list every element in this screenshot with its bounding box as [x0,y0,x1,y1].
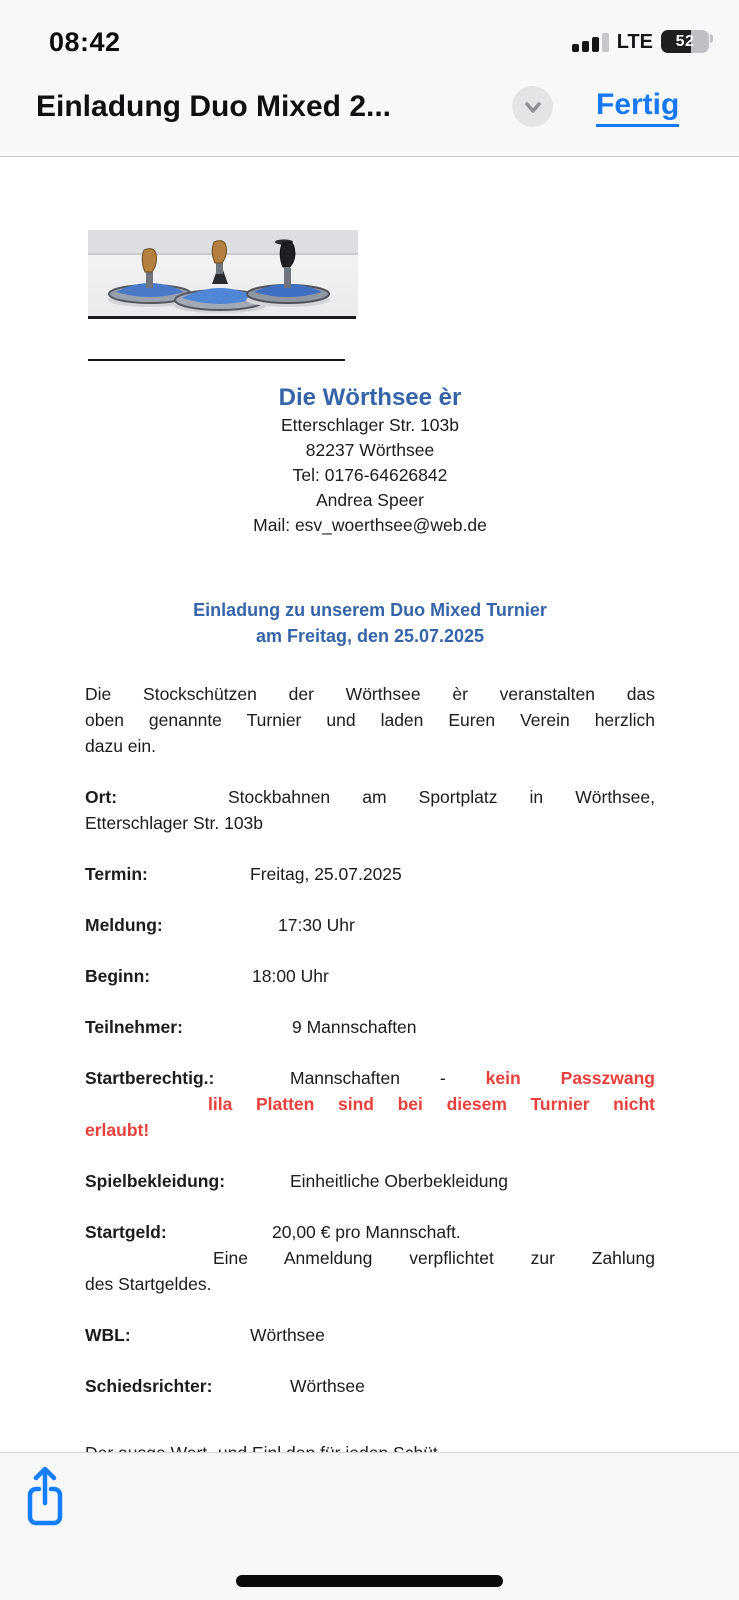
field-value: Mannschaften - kein Passzwang [290,1068,655,1088]
field-value: Einheitliche Oberbekleidung [290,1171,508,1191]
field-label: Teilnehmer: [85,1017,183,1037]
intro-paragraph [85,681,655,759]
doc-row [85,784,655,836]
field-label: Beginn: [85,966,151,986]
intro-line: Die Stockschützen der Wörthsee èr veranstalten das [85,684,655,704]
status-icons [572,30,713,52]
doc-row [85,963,655,989]
field-value: Freitag, 25.07.2025 [250,864,402,884]
status-time: 08:42 [49,27,121,57]
doc-row [85,861,655,887]
field-value: 17:30 Uhr [278,915,355,935]
field-value: Stockbahnen am Sportplatz in Wörthsee, [228,787,655,807]
share-icon [27,1465,63,1527]
ice-stocks-photo [88,230,358,316]
intro-line: oben genannte Turnier und laden Euren Verein herzlich [85,710,655,730]
doc-row [85,1219,655,1297]
doc-row [85,1322,655,1348]
share-button[interactable] [27,1465,63,1530]
club-name: Die Wörthsee èr [278,384,462,411]
address-line: Etterschlager Str. 103b [280,415,460,435]
home-indicator[interactable] [236,1575,503,1587]
field-value-continued: Etterschlager Str. 103b [85,813,264,833]
doc-row [85,1373,655,1399]
address-line: 82237 Wörthsee [305,440,435,460]
field-value: 18:00 Uhr [252,966,329,986]
divider [88,316,356,319]
field-label: Startberechtig.: [85,1068,215,1088]
done-button[interactable]: Fertig [596,88,679,127]
field-value: 20,00 € pro Mannschaft. [272,1222,461,1242]
field-label: Ort: [85,787,118,807]
doc-row [85,1014,655,1040]
field-label: Spielbekleidung: [85,1171,226,1191]
document-preview[interactable] [0,158,739,1452]
tournament-details [85,784,655,1399]
field-label: WBL: [85,1325,131,1345]
field-label: Meldung: [85,915,163,935]
address-line: Andrea Speer [316,490,424,510]
field-label: Schiedsrichter: [85,1376,213,1396]
battery-percent: 52 [675,32,695,50]
doc-row [85,1065,655,1143]
doc-row [85,1168,655,1194]
address-line: Tel: 0176-64626842 [292,465,448,485]
cellular-signal-icon [572,32,609,52]
nav-bar [0,70,739,157]
status-bar [0,0,739,70]
network-type-label: LTE [616,31,653,53]
invitation-heading [85,597,655,649]
doc-row [85,912,655,938]
field-value: Wörthsee [290,1376,365,1396]
field-value: 9 Mannschaften [292,1017,417,1037]
heading-line: am Freitag, den 25.07.2025 [255,626,485,646]
battery-icon [661,30,713,52]
bottom-toolbar [0,1452,739,1600]
field-value: Wörthsee [250,1325,325,1345]
title-menu-button[interactable] [512,86,553,127]
divider [88,359,345,361]
field-label: Startgeld: [85,1222,167,1242]
field-value-continued: Eine Anmeldung verpflichtet zur Zahlung [213,1248,655,1268]
document-title: Einladung Duo Mixed 2... [36,90,392,123]
chevron-down-icon [521,95,545,119]
field-value-continued: erlaubt! [85,1120,150,1140]
address-line: Mail: esv_woerthsee@web.de [253,515,487,535]
club-address [85,413,655,538]
field-value-continued: lila Platten sind bei diesem Turnier nicht [208,1094,655,1114]
intro-line: dazu ein. [85,736,157,756]
heading-line: Einladung zu unserem Duo Mixed Turnier [193,600,547,620]
field-value-continued: des Startgeldes. [85,1274,212,1294]
partially-visible-text [85,1440,655,1447]
field-label: Termin: [85,864,148,884]
